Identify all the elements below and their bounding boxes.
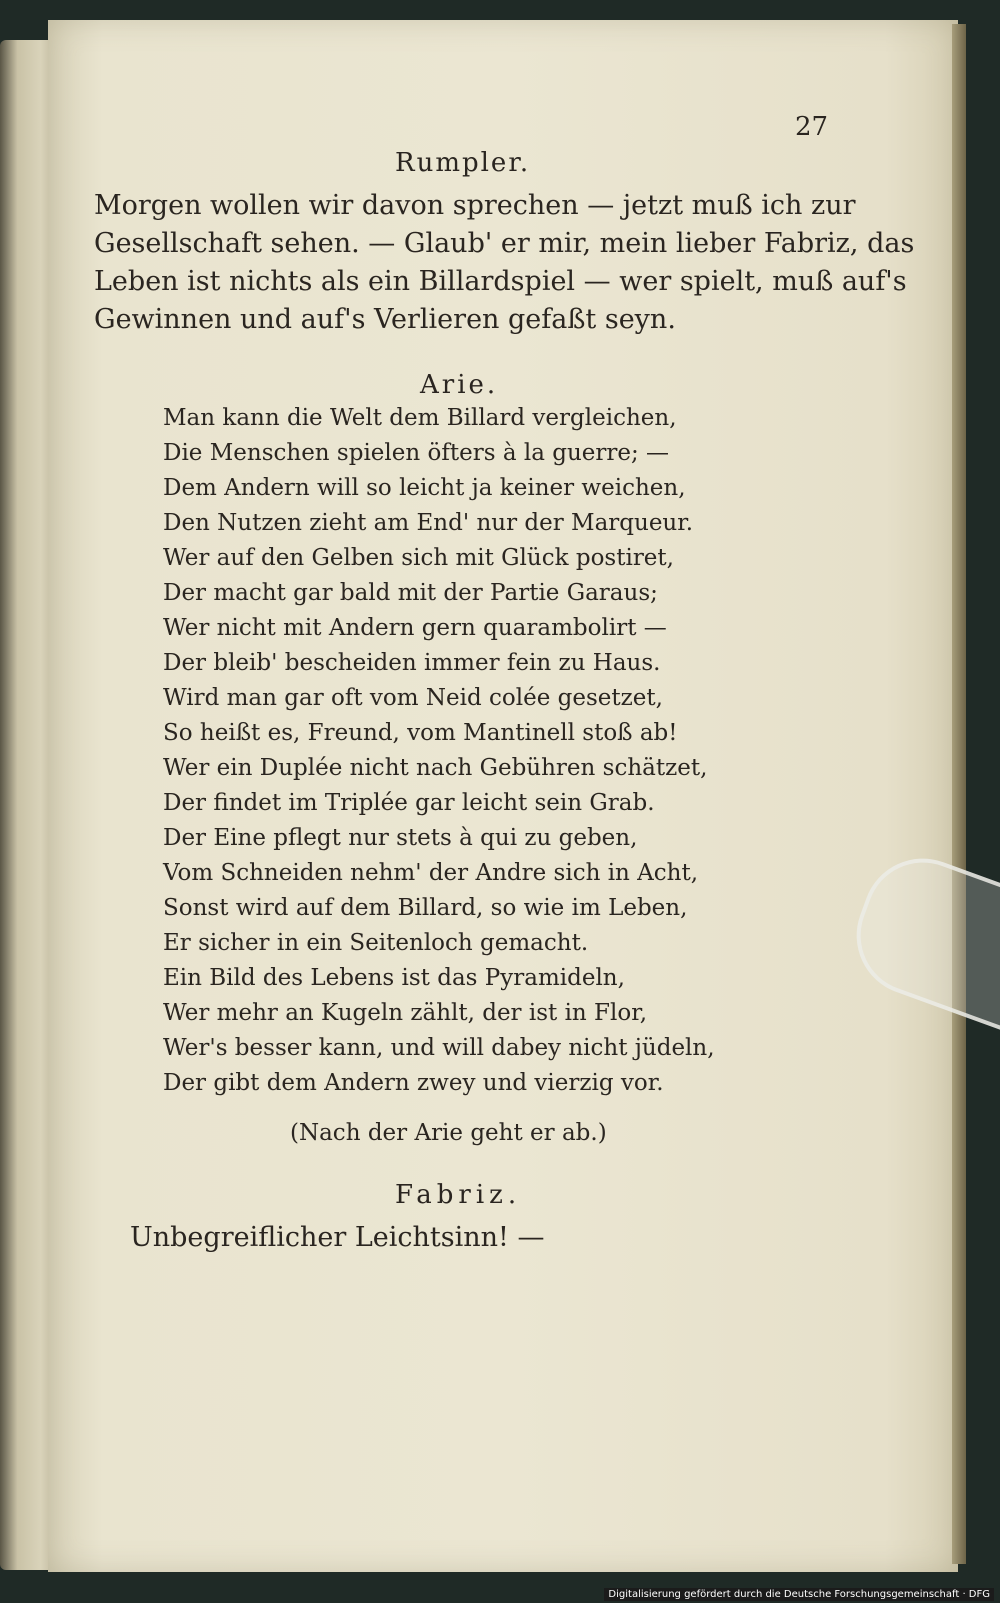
- prose-line: Leben ist nichts als ein Billardspiel — wer spielt, muß auf's: [94, 266, 907, 297]
- prose-line: Gewinnen und auf's Verlieren gefaßt seyn.: [94, 304, 676, 335]
- verse-line: Vom Schneiden nehm' der Andre sich in Acht,: [163, 860, 699, 886]
- verse-line: Der gibt dem Andern zwey und vierzig vor.: [163, 1070, 664, 1096]
- verse-line: Der macht gar bald mit der Partie Garaus;: [163, 580, 658, 606]
- verse-line: Wird man gar oft vom Neid colée gesetzet,: [163, 685, 663, 711]
- verse-line: Wer's besser kann, und will dabey nicht jüdeln,: [163, 1035, 715, 1061]
- prose-line: Morgen wollen wir davon sprechen — jetzt muß ich zur: [94, 190, 856, 221]
- stage-direction: (Nach der Arie geht er ab.): [290, 1120, 607, 1146]
- verse-line: Die Menschen spielen öfters à la guerre; —: [163, 440, 670, 466]
- prose-line: Gesellschaft sehen. — Glaub' er mir, mein lieber Fabriz, das: [94, 228, 915, 259]
- speaker-heading-fabriz: Fabriz.: [395, 1180, 522, 1210]
- verse-line: Wer nicht mit Andern gern quarambolirt —: [163, 615, 667, 641]
- footer-credit: Digitalisierung gefördert durch die Deutsche Forschungsgemeinschaft · DFG: [604, 1588, 994, 1601]
- verse-line: Wer auf den Gelben sich mit Glück postiret,: [163, 545, 674, 571]
- verse-line: Der bleib' bescheiden immer fein zu Haus.: [163, 650, 661, 676]
- verse-line: Er sicher in ein Seitenloch gemacht.: [163, 930, 589, 956]
- verse-line: Sonst wird auf dem Billard, so wie im Leben,: [163, 895, 688, 921]
- verse-line: Ein Bild des Lebens ist das Pyramideln,: [163, 965, 625, 991]
- verse-line: Der findet im Triplée gar leicht sein Grab.: [163, 790, 655, 816]
- page-right-edge: [952, 24, 966, 1564]
- verse-line: Wer mehr an Kugeln zählt, der ist in Flor,: [163, 1000, 647, 1026]
- verse-line: Man kann die Welt dem Billard vergleichen,: [163, 405, 677, 431]
- verse-line: Der Eine pflegt nur stets à qui zu geben,: [163, 825, 638, 851]
- speaker-heading-rumpler: Rumpler.: [395, 148, 531, 178]
- aria-title: Arie.: [420, 370, 499, 400]
- verse-line: Wer ein Duplée nicht nach Gebühren schätzet,: [163, 755, 708, 781]
- final-line: Unbegreiflicher Leichtsinn! —: [130, 1222, 545, 1253]
- verse-line: Dem Andern will so leicht ja keiner weichen,: [163, 475, 686, 501]
- page-number: 27: [795, 112, 829, 142]
- verse-line: Den Nutzen zieht am End' nur der Marqueur.: [163, 510, 694, 536]
- verse-line: So heißt es, Freund, vom Mantinell stoß ab!: [163, 720, 678, 746]
